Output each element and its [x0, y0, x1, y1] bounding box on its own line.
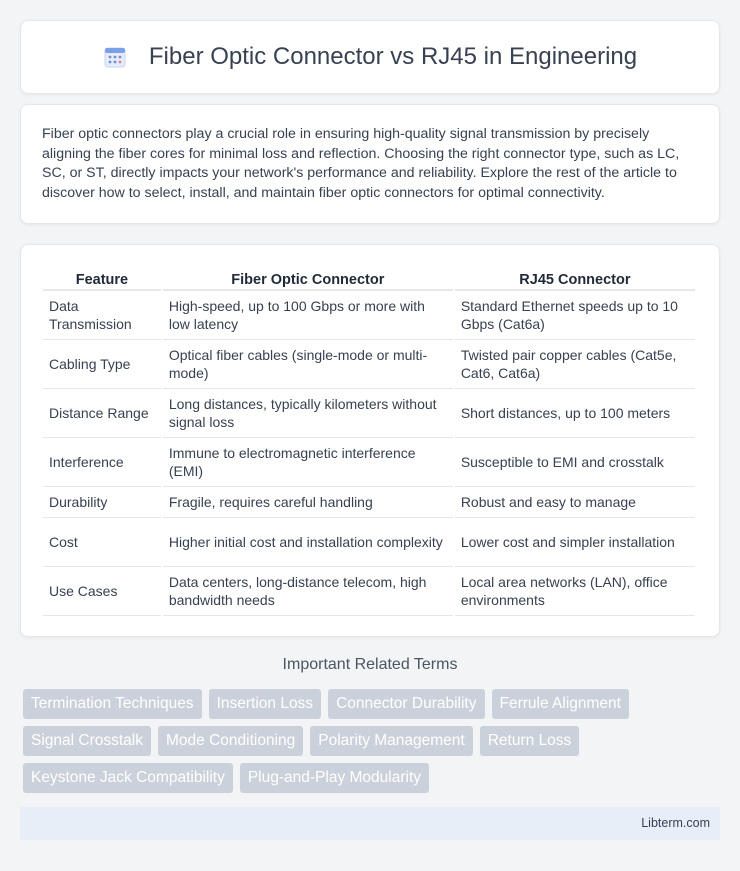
table-cell: Data Transmission	[43, 291, 161, 340]
table-cell: Cabling Type	[43, 340, 161, 389]
table-cell: Optical fiber cables (single-mode or multi-mode)	[163, 340, 453, 389]
related-terms-tags	[23, 689, 723, 800]
intro-card	[20, 104, 720, 224]
header-fiber-optic: Fiber Optic Connector	[163, 265, 453, 291]
table-cell: Lower cost and simpler installation	[455, 518, 695, 567]
table-row	[43, 518, 695, 567]
related-term-tag[interactable]: Polarity Management	[310, 726, 472, 756]
footer-site-link[interactable]: Libterm.com	[641, 816, 710, 830]
table-cell: Local area networks (LAN), office environments	[455, 567, 695, 616]
comparison-table-card	[20, 244, 720, 637]
table-cell: Durability	[43, 487, 161, 518]
table-row	[43, 438, 695, 487]
table-row	[43, 291, 695, 340]
table-header-row	[43, 265, 695, 291]
table-cell: Distance Range	[43, 389, 161, 438]
related-term-tag[interactable]: Plug-and-Play Modularity	[240, 763, 429, 793]
table-row	[43, 487, 695, 518]
table-cell: Twisted pair copper cables (Cat5e, Cat6, Cat6a)	[455, 340, 695, 389]
comparison-table	[41, 265, 697, 616]
page-title: Fiber Optic Connector vs RJ45 in Engineering	[148, 43, 638, 70]
calendar-grid-icon	[103, 45, 127, 69]
header-rj45: RJ45 Connector	[455, 265, 695, 291]
table-cell: Short distances, up to 100 meters	[455, 389, 695, 438]
table-cell: Use Cases	[43, 567, 161, 616]
table-cell: High-speed, up to 100 Gbps or more with low latency	[163, 291, 453, 340]
table-cell: Fragile, requires careful handling	[163, 487, 453, 518]
table-cell: Data centers, long-distance telecom, high bandwidth needs	[163, 567, 453, 616]
table-row	[43, 340, 695, 389]
related-term-tag[interactable]: Return Loss	[480, 726, 580, 756]
header-feature: Feature	[43, 265, 161, 291]
related-term-tag[interactable]: Signal Crosstalk	[23, 726, 151, 756]
related-term-tag[interactable]: Insertion Loss	[209, 689, 322, 719]
table-cell: Cost	[43, 518, 161, 567]
table-cell: Robust and easy to manage	[455, 487, 695, 518]
intro-paragraph: Fiber optic connectors play a crucial role in ensuring high-quality signal transmission by precisely aligning the fiber cores for minimal loss and reflection. Choosing the right connector type, such as LC, SC, or ST, directly impacts your network's performance and reliability. Explore the rest of the article to discover how to select, install, and maintain fiber optic connectors for optimal connectivity.	[42, 126, 680, 201]
table-cell: Immune to electromagnetic interference (EMI)	[163, 438, 453, 487]
related-term-tag[interactable]: Ferrule Alignment	[492, 689, 629, 719]
table-cell: Standard Ethernet speeds up to 10 Gbps (Cat6a)	[455, 291, 695, 340]
related-term-tag[interactable]: Mode Conditioning	[158, 726, 303, 756]
header-card	[20, 20, 720, 94]
table-cell: Long distances, typically kilometers without signal loss	[163, 389, 453, 438]
table-cell: Susceptible to EMI and crosstalk	[455, 438, 695, 487]
table-cell: Higher initial cost and installation complexity	[163, 518, 453, 567]
related-term-tag[interactable]: Connector Durability	[328, 689, 484, 719]
table-row	[43, 389, 695, 438]
table-row	[43, 567, 695, 616]
footer	[20, 807, 720, 840]
table-cell: Interference	[43, 438, 161, 487]
related-terms-title: Important Related Terms	[282, 656, 458, 673]
related-term-tag[interactable]: Termination Techniques	[23, 689, 202, 719]
related-term-tag[interactable]: Keystone Jack Compatibility	[23, 763, 233, 793]
